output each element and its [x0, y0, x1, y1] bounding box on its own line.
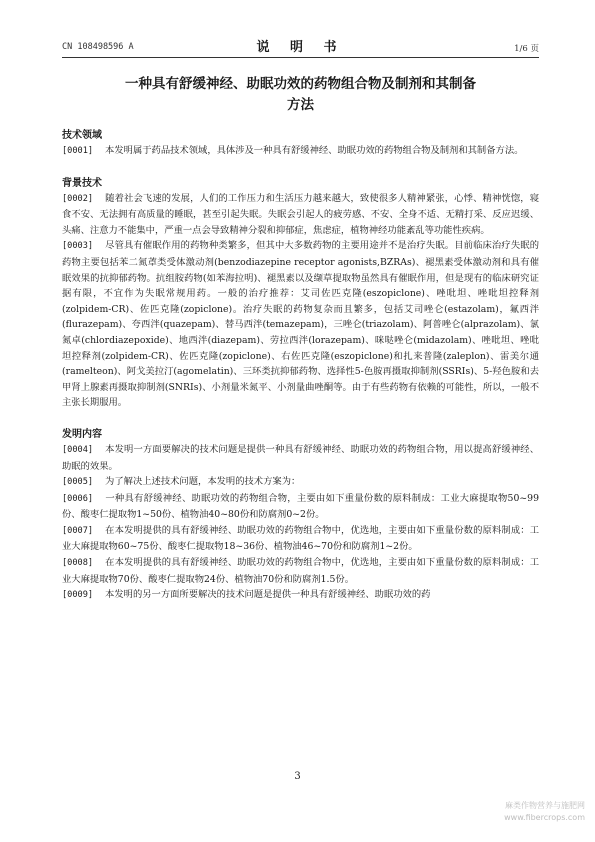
watermark-url: www.fibercrops.com — [504, 813, 585, 822]
watermark-site-name: 麻类作物营养与施肥网 — [505, 801, 585, 810]
page-header — [62, 36, 539, 58]
invention-title — [62, 74, 539, 116]
paragraph-text: 为了解决上述技术问题，本发明的技术方案为： — [105, 476, 301, 488]
page-number: 3 — [294, 771, 301, 782]
paragraph-number: [0002] — [62, 193, 94, 204]
paragraph — [62, 523, 539, 555]
paragraph-text: 在本发明提供的具有舒缓神经、助眠功效的药物组合物中，优选地，主要由如下重量份数的原料制成：工业大麻提取物60~75份、酸枣仁提取物18~36份、植物油46~70份和防腐剂1~2份。 — [62, 524, 539, 553]
paragraph-number: [0009] — [62, 590, 94, 601]
paragraph-text: 本发明一方面要解决的技术问题是提供一种具有舒缓神经、助眠功效的药物组合物，用以提高舒缓神经、助眠的效果。 — [62, 443, 539, 472]
paragraph-text: 本发明的另一方面所要解决的技术问题是提供一种具有舒缓神经、助眠功效的药 — [105, 589, 431, 601]
section-heading: 发明内容 — [62, 428, 102, 440]
paragraph-text: 一种具有舒缓神经、助眠功效的药物组合物，主要由如下重量份数的原料制成：工业大麻提取物50~99份、酸枣仁提取物1~50份、植物油40~80份和防腐剂0~2份。 — [62, 492, 539, 521]
paragraph — [62, 555, 539, 587]
document-body — [62, 128, 539, 604]
paragraph-number: [0007] — [62, 525, 94, 536]
paragraph-text: 在本发明提供的具有舒缓神经、助眠功效的药物组合物中，优选地，主要由如下重量份数的原料制成：工业大麻提取物70份、酸枣仁提取物24份、植物油70份和防腐剂1.5份。 — [62, 557, 539, 585]
publication-number: CN 108498596 A — [62, 42, 134, 52]
paragraph — [62, 587, 539, 604]
paragraph-text: 随着社会飞速的发展，人们的工作压力和生活压力越来越大，致使很多人精神紧张，心悸、精神恍惚，寝食不安、无法拥有高质量的睡眠，甚至引起失眠。失眠会引起人的疲劳感、不安、全身不适、无精打采、反应迟缓、头痛、注意力不能集中，严重一点会导致精神分裂和抑郁症，焦虑症，植物神经功能紊乱等功能性疾病。 — [62, 192, 539, 236]
section-heading: 背景技术 — [62, 177, 102, 189]
section-heading: 技术领域 — [62, 130, 102, 141]
paragraph — [62, 442, 539, 474]
document-type-title: 说 明 书 — [256, 40, 345, 55]
paragraph — [62, 238, 539, 411]
invention-title-line-1: 一种具有舒缓神经、助眠功效的药物组合物及制剂和其制备 — [125, 76, 476, 92]
paragraph-text: 尽管具有催眠作用的药物种类繁多，但其中大多数药物的主要用途并不是治疗失眠。目前临床治疗失眠的药物主要包括苯二氮䓬类受体激动剂(benzodiazepine receptor agonists,BZRAs)、褪黑素受体激动剂和具有催眠效果的抗抑郁药物。抗组胺药物(如苯海拉明)、褪黑素以及缬草提取物虽然具有催眠作用，但是现有的临床研究证据有限，不宜作为失眠常规用药。一般的治疗推荐：艾司佐匹克隆(eszopiclone)、唑吡坦、唑吡坦控释剂(zolpidem-CR)、佐匹克隆(zopiclone)。治疗失眠的药物复杂而且繁多，包括艾司唑仑(estazolam)，氟西泮(flurazepam)、夸西泮(quazepam)、替马西泮(temazepam)，三唑仑(triazolam)、阿普唑仑(alprazolam)、氯氮卓(chlordiazepoxide)、地西泮(diazepam)、劳拉西泮(lorazepam)、咪哒唑仑(midazolam)、唑吡坦、唑吡坦控释剂(zolpidem-CR)、佐匹克隆(zopiclone)、右佐匹克隆(eszopiclone)和扎来普隆(zaleplon)、雷美尔通(ramelteon)、阿戈美拉汀(agomelatin)、三环类抗抑郁药物、选择性5-色胺再摄取抑制剂(SSRIs)、5-羟色胺和去甲肾上腺素再摄取抑制剂(SNRIs)、小剂量米氮平、小剂量曲唑酮等。由于有些药物有依赖的可能性，所以，一般不主张长期服用。 — [62, 240, 539, 409]
paragraph — [62, 491, 539, 523]
paragraph-number: [0006] — [62, 493, 94, 504]
paragraph-number: [0005] — [62, 477, 94, 488]
paragraph-text: 本发明属于药品技术领域，具体涉及一种具有舒缓神经、助眠功效的药物组合物及制剂和其制备方法。 — [105, 145, 524, 156]
page-count: 1/6 页 — [514, 44, 539, 54]
paragraph-number: [0003] — [62, 241, 94, 252]
paragraph-number: [0008] — [62, 558, 94, 569]
paragraph — [62, 191, 539, 239]
paragraph-number: [0004] — [62, 444, 94, 455]
site-watermark — [504, 800, 585, 824]
paragraph — [62, 143, 539, 160]
invention-title-line-2: 方法 — [287, 97, 314, 113]
header-rule — [62, 57, 539, 58]
paragraph-number: [0001] — [62, 146, 94, 156]
paragraph — [62, 474, 539, 491]
